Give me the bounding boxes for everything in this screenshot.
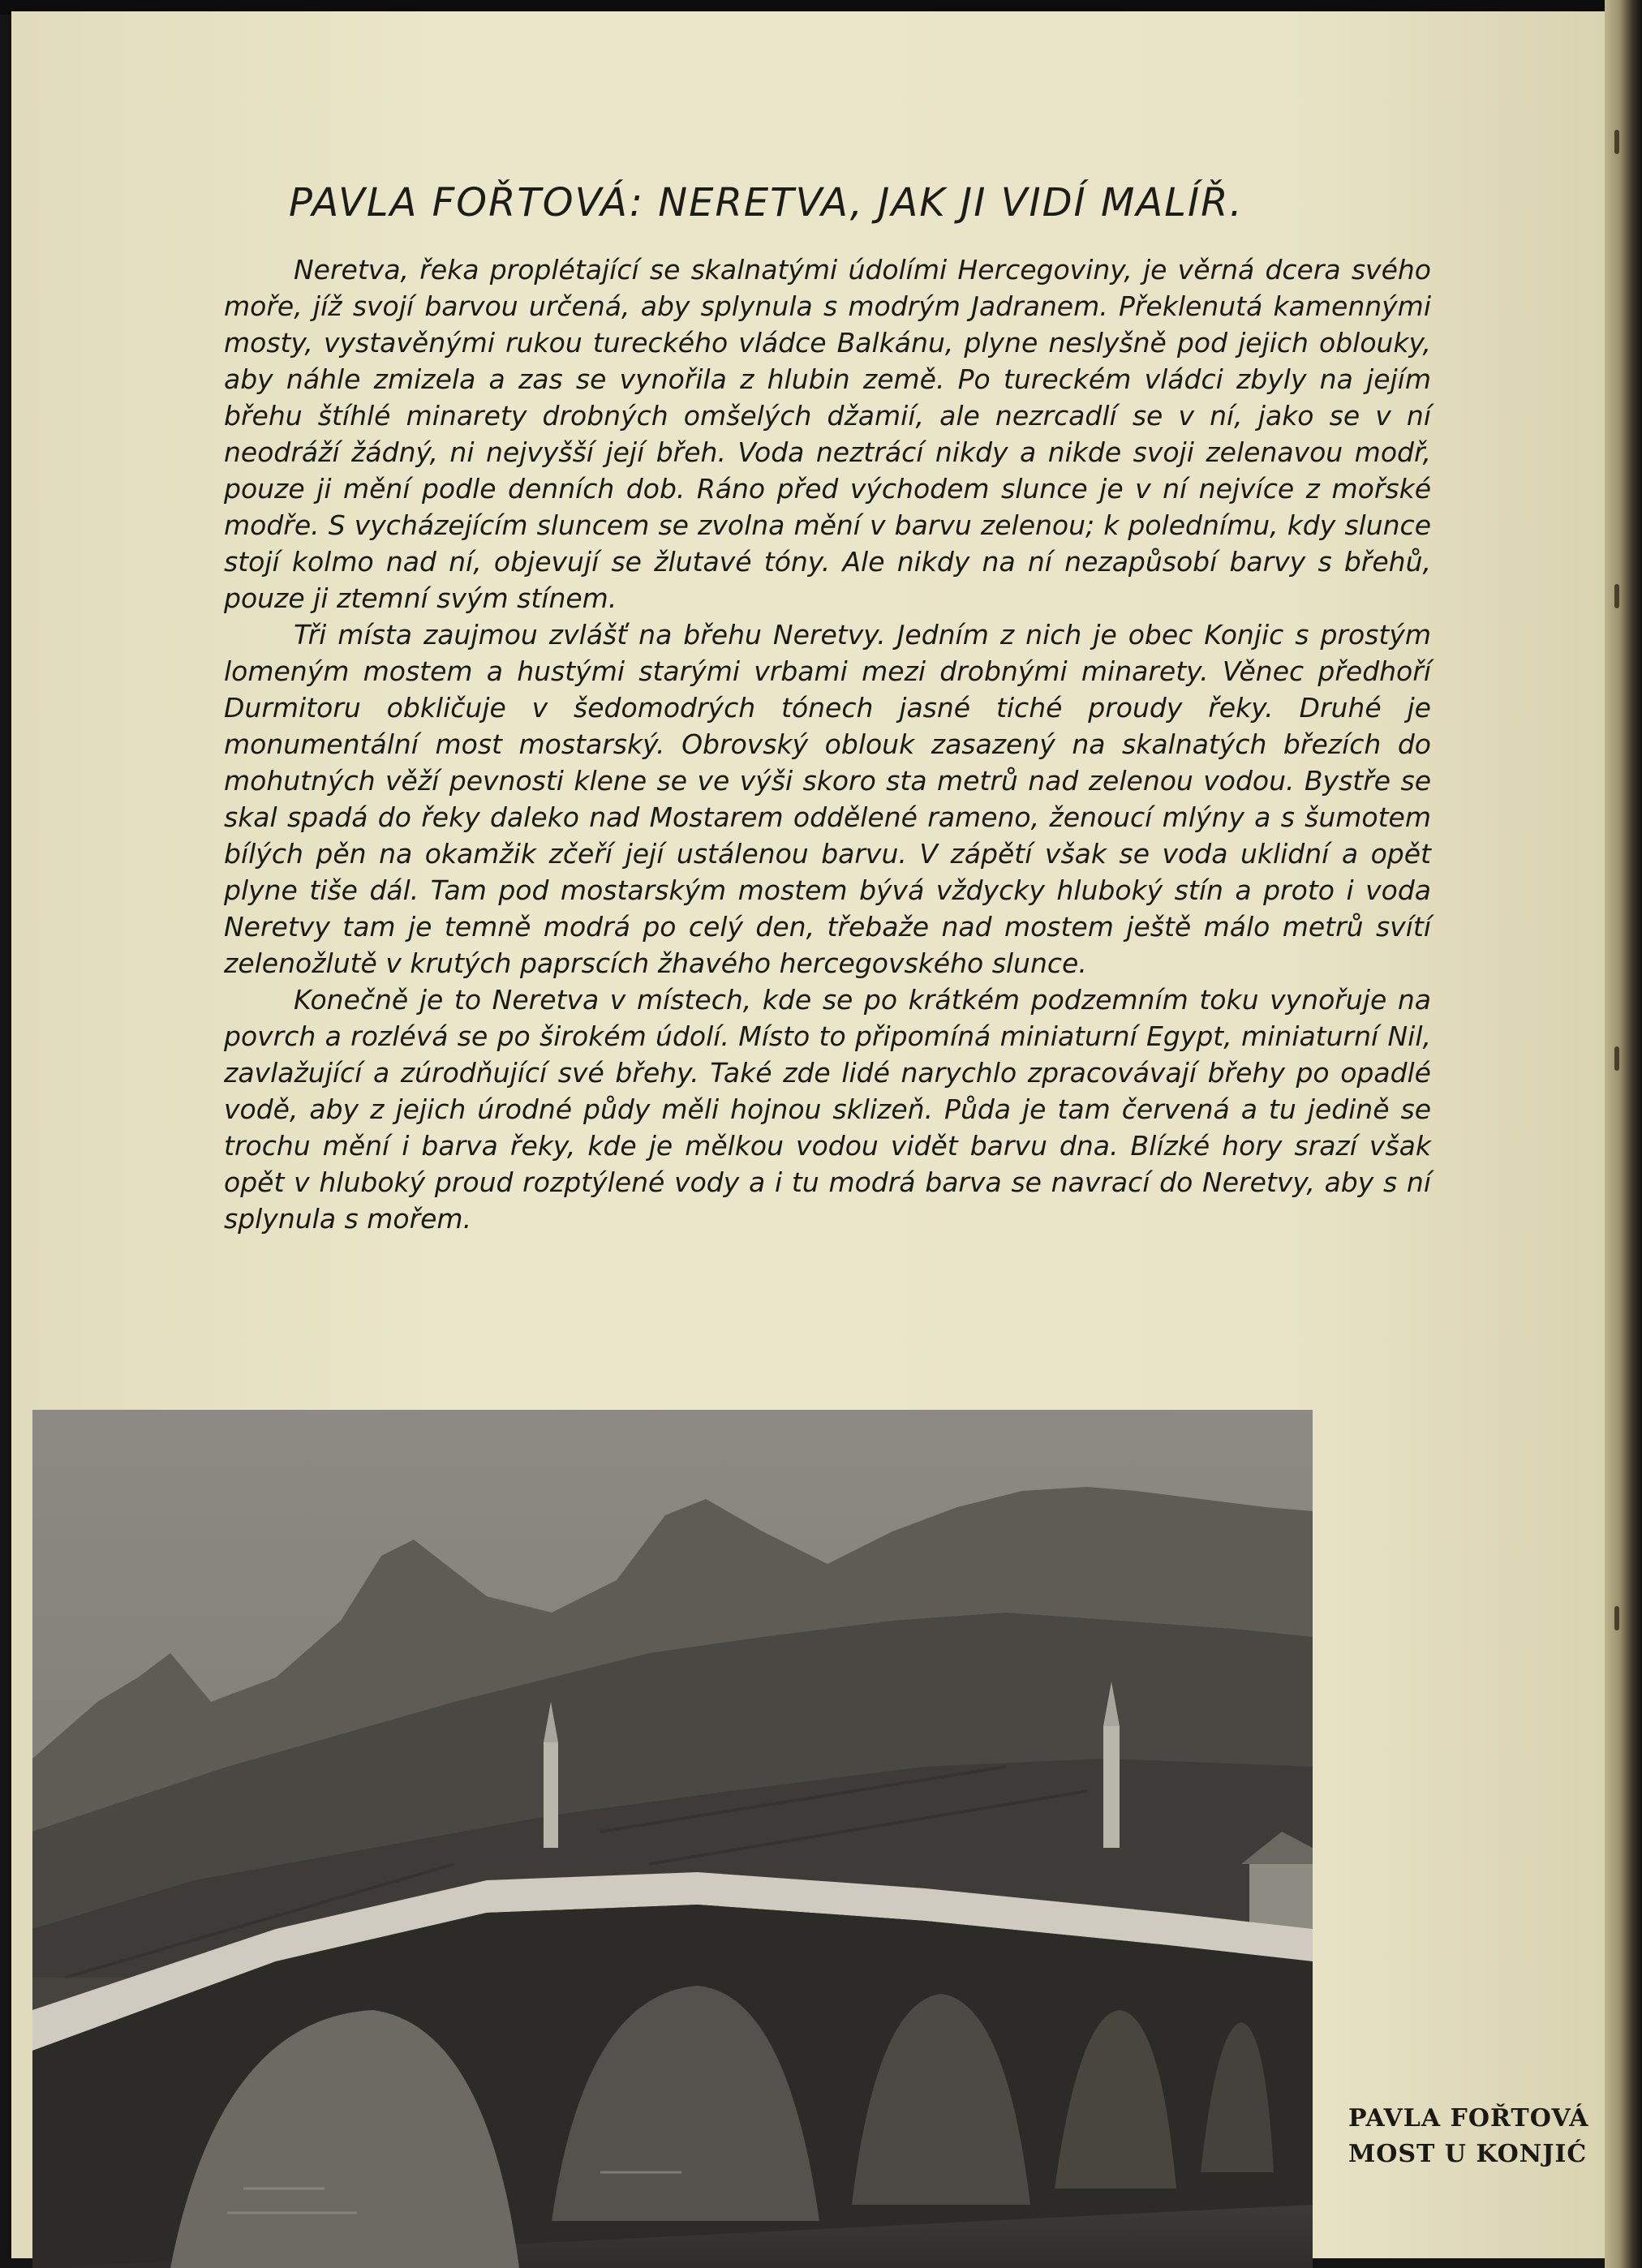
paragraph: Tři místa zaujmou zvlášť na břehu Neretvy. Jedním z nich je obec Konjic s prostým lomeným mostem a hustými starými vrbami mezi drobnými minarety. Věnec předhoří Durmitoru obkličuje v šedomodrých tónech jasné tiché proudy řeky. Druhé je monumentální most mostarský. Obrovský oblouk zasazený na skalnatých březích do mohutných věží pevnosti klene se ve výši skoro sta metrů nad zelenou vodou. Bystře se skal spadá do řeky daleko nad Mostarem oddělené rameno, ženoucí mlýny a s šumotem bílých pěn na okamžik zčeří její ustálenou barvu. V zápětí však se voda uklidní a opět plyne tiše dál. Tam pod mostarským mostem bývá vždycky hluboký stín a proto i voda Neretvy tam je temně modrá po celý den, třebaže nad mostem ještě málo metrů svítí zelenožlutě v krutých paprscích žhavého hercegovského slunce. <box>224 619 1431 979</box>
binding-stitch <box>1614 584 1619 608</box>
article-title: PAVLA FOŘTOVÁ: NERETVA, JAK JI VIDÍ MALÍŘ. <box>289 180 1244 226</box>
caption-artist: PAVLA FOŘTOVÁ <box>1348 2104 1589 2133</box>
article-body <box>224 251 1431 1237</box>
paragraph: Konečně je to Neretva v místech, kde se po krátkém podzemním toku vynořuje na povrch a rozlévá se po širokém údolí. Místo to připomíná miniaturní Egypt, miniaturní Nil, zavlažující a zúrodňující své břehy. Také zde lidé narychlo zpracovávají břehy po opadlé vodě, aby z jejich úrodné půdy měli hojnou sklizeň. Půda je tam červená a tu jedině se trochu mění i barva řeky, kde je mělkou vodou vidět barvu dna. Blízké hory srazí však opět v hluboký proud rozptýlené vody a i tu modrá barva se navrací do Neretvy, aby s ní splynula s mořem. <box>224 984 1431 1235</box>
caption-title: MOST U KONJIĆ <box>1348 2140 1588 2168</box>
book-binding <box>1605 0 1642 2268</box>
illustration-caption <box>1348 2101 1589 2172</box>
binding-stitch <box>1614 1606 1619 1630</box>
binding-stitch <box>1614 1046 1619 1071</box>
paragraph: Neretva, řeka proplétající se skalnatými údolími Hercegoviny, je věrná dcera svého moře, jíž svojí barvou určená, aby splynula s modrým Jadranem. Překlenutá kamennými mosty, vystavěnými rukou tureckého vládce Balkánu, plyne neslyšně pod jejich oblouky, aby náhle zmizela a zas se vynořila z hlubin země. Po tureckém vládci zbyly na jejím břehu štíhlé minarety drobných omšelých džamií, ale nezrcadlí se v ní, jako se v ní neodráží žádný, ni nejvyšší její břeh. Voda neztrácí nikdy a nikde svoji zelenavou modř, pouze ji mění podle denních dob. Ráno před východem slunce je v ní nejvíce z mořské modře. S vycházejícím sluncem se zvolna mění v barvu zelenou; k polednímu, kdy slunce stojí kolmo nad ní, objevují se žlutavé tóny. Ale nikdy na ní nezapůsobí barvy s břehů, pouze ji ztemní svým stínem. <box>224 254 1431 614</box>
binding-stitch <box>1614 130 1619 154</box>
bridge-painting <box>32 1410 1313 2268</box>
